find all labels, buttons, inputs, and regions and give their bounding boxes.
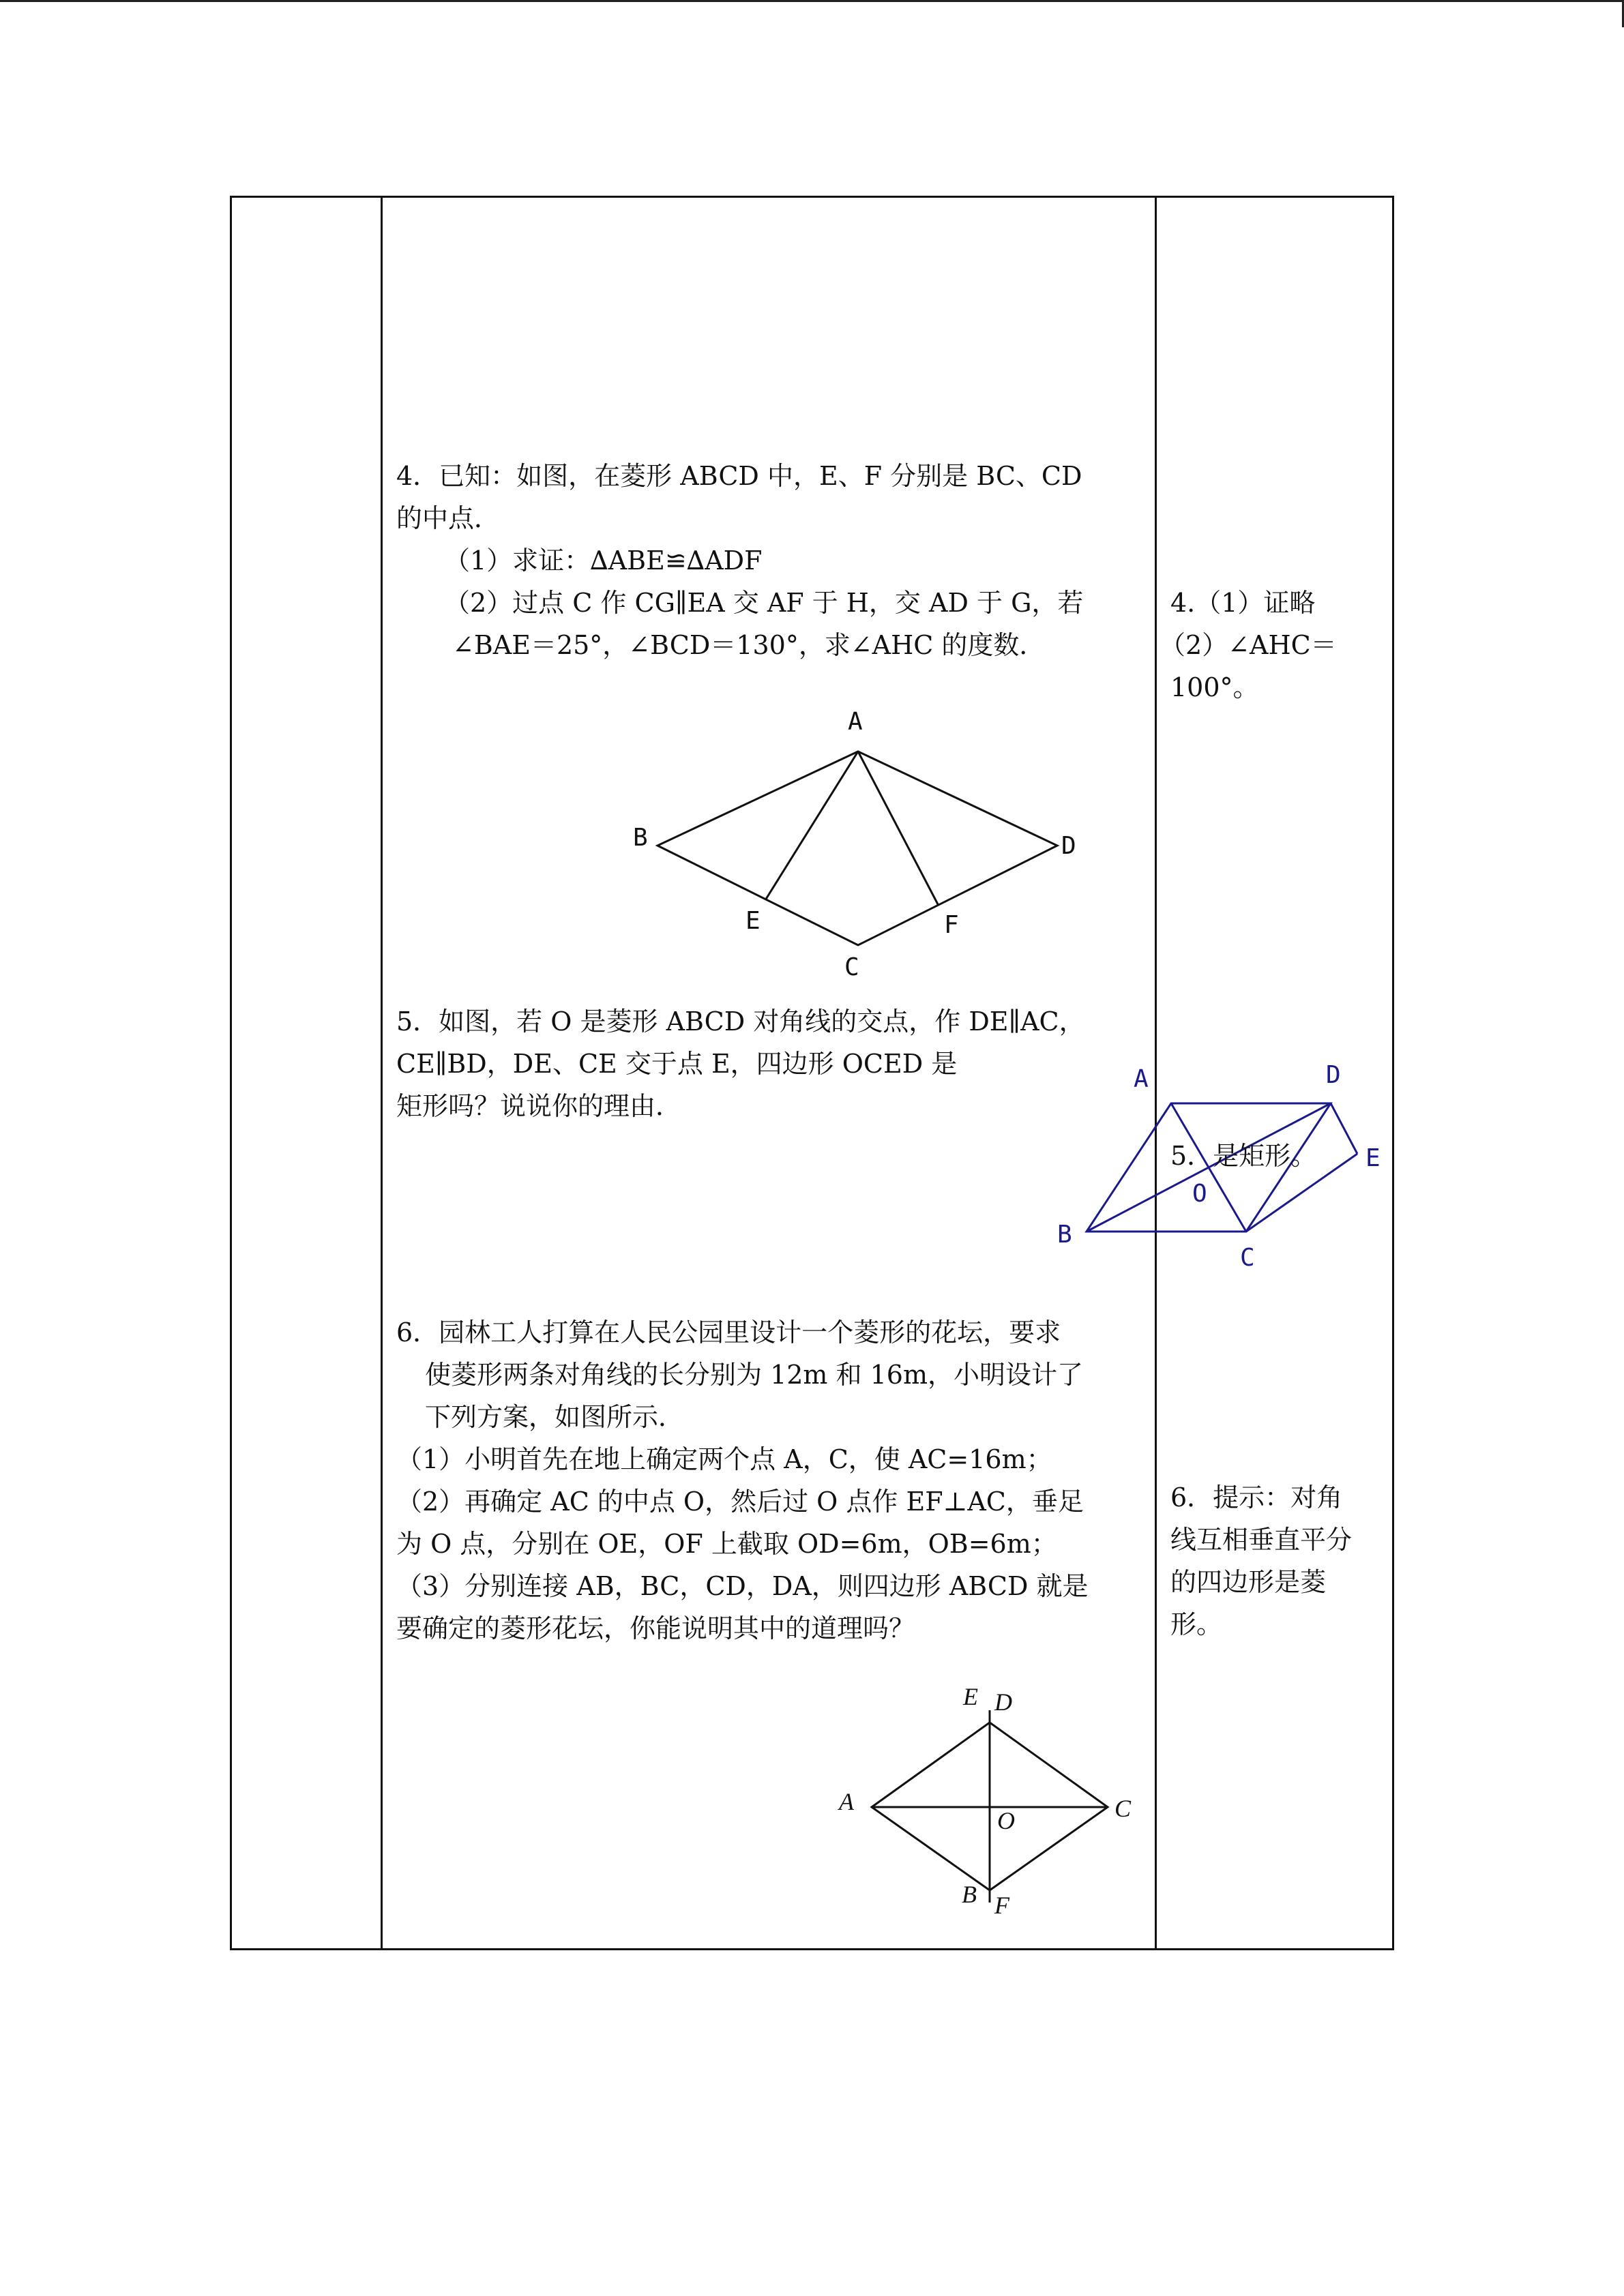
problem4-rhombus-figure (614, 702, 1091, 989)
label-d: D (1061, 832, 1076, 860)
problem4-answer-line2: （2）∠AHC＝ (1160, 630, 1337, 660)
problem6-line3: 下列方案，如图所示． (425, 1402, 685, 1432)
problem6-line2: 使菱形两条对角线的长分别为 12m 和 16m，小明设计了 (425, 1360, 1084, 1390)
label-c: C (1114, 1795, 1132, 1822)
problem6-answer-line1: 6．提示：对角 (1170, 1482, 1343, 1512)
problem6-line4: （1）小明首先在地上确定两个点 A，C，使 AC=16m； (396, 1444, 1052, 1474)
table-left-border (230, 196, 232, 1950)
label-o: O (997, 1807, 1015, 1834)
label-a: A (848, 708, 863, 736)
problem5-line2: CE∥BD，DE、CE 交于点 E，四边形 OCED 是 (396, 1049, 958, 1079)
table-bottom-border (230, 1948, 1394, 1950)
segment-de (1331, 1103, 1357, 1154)
problem6-answer-line4: 形。 (1170, 1609, 1223, 1639)
label-c: C (1240, 1244, 1255, 1272)
problem4-line4: （2）过点 C 作 CG∥EA 交 AF 于 H，交 AD 于 G，若 (444, 588, 1084, 618)
table-column-divider-1 (381, 196, 383, 1950)
problem5-line1: 5．如图，若 O 是菱形 ABCD 对角线的交点，作 DE∥AC， (396, 1007, 1085, 1037)
problem5-line3: 矩形吗？说说你的理由． (396, 1091, 682, 1121)
label-b: B (962, 1881, 977, 1908)
label-b: B (1057, 1221, 1072, 1249)
problem5-answer: 5．是矩形。 (1170, 1141, 1317, 1171)
problem6-line5: （2）再确定 AC 的中点 O，然后过 O 点作 EF⊥AC，垂足 (396, 1487, 1084, 1517)
table-top-border (230, 196, 1394, 198)
label-f: F (944, 911, 959, 939)
rhombus-abcd (658, 751, 1057, 945)
problem4-answer-line1: 4.（1）证略 (1170, 588, 1316, 618)
segment-af (858, 751, 939, 906)
problem4-line2: 的中点． (396, 503, 501, 533)
problem6-answer-line2: 线互相垂直平分 (1170, 1525, 1353, 1555)
label-e: E (1365, 1144, 1381, 1172)
label-e: E (745, 907, 761, 935)
problem4-answer-line3: 100°。 (1170, 672, 1259, 702)
label-a: A (1134, 1065, 1149, 1093)
problem6-line1: 6．园林工人打算在人民公园里设计一个菱形的花坛，要求 (396, 1317, 1061, 1347)
label-d: D (994, 1688, 1012, 1716)
page-top-border (0, 0, 1624, 2)
problem6-line7: （3）分别连接 AB，BC，CD，DA，则四边形 ABCD 就是 (396, 1571, 1089, 1601)
problem6-line8: 要确定的菱形花坛，你能说明其中的道理吗？ (396, 1613, 915, 1643)
label-e: E (963, 1683, 978, 1710)
problem4-line3: （1）求证：∆ABE≌∆ADF (444, 546, 763, 576)
problem4-line5: ∠BAE＝25°，∠BCD＝130°，求∠AHC 的度数． (452, 630, 1046, 660)
label-f: F (994, 1892, 1009, 1919)
problem6-rhombus-figure (818, 1678, 1160, 1923)
problem4-line1: 4．已知：如图，在菱形 ABCD 中，E、F 分别是 BC、CD (396, 461, 1082, 491)
label-d: D (1326, 1061, 1341, 1089)
problem6-line6: 为 O 点，分别在 OE，OF 上截取 OD=6m，OB=6m； (396, 1529, 1057, 1559)
label-a: A (839, 1788, 854, 1815)
label-c: C (844, 953, 859, 981)
label-o: O (1192, 1180, 1207, 1208)
problem6-answer-line3: 的四边形是菱 (1170, 1567, 1327, 1597)
label-b: B (633, 824, 648, 852)
